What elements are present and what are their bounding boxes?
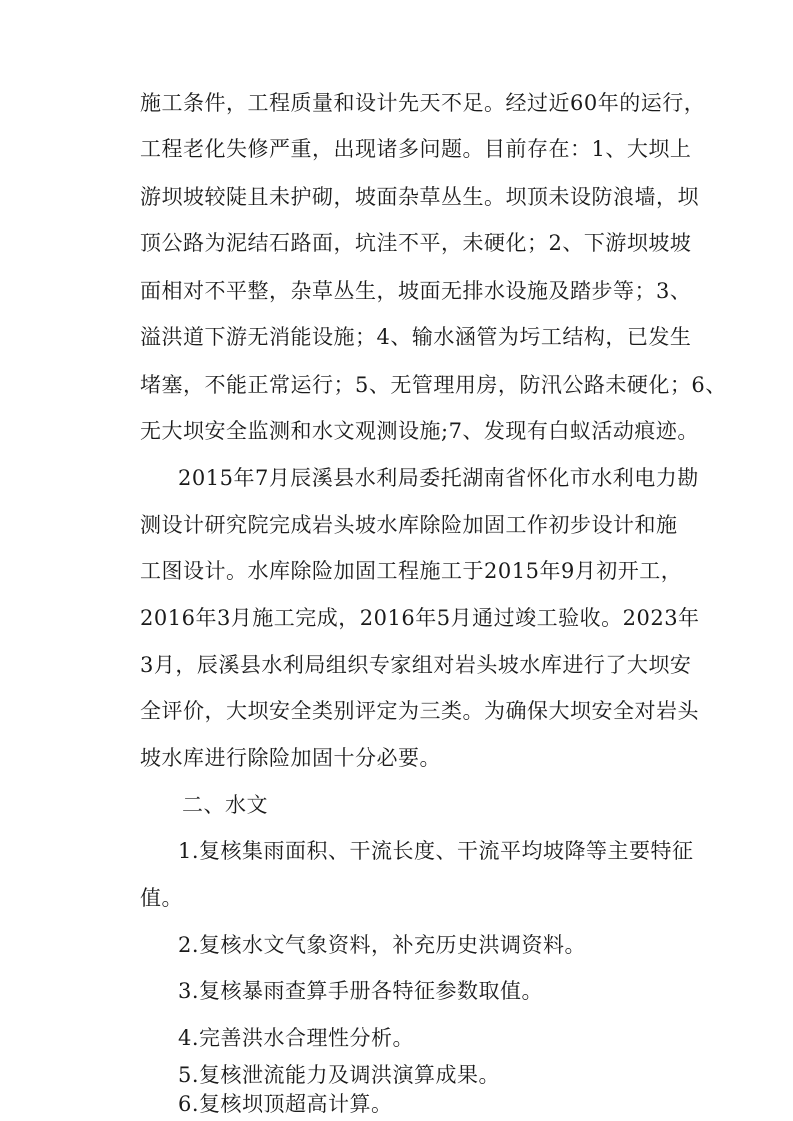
paragraph-1-line-3: 游坝坡较陡且未护砌，坡面杂草丛生。坝顶未设防浪墙，坝 [140,185,699,209]
paragraph-2-line-4: 2016年3月施工完成，2016年5月通过竣工验收。2023年 [140,606,700,630]
item-5: 5.复核泄流能力及调洪演算成果。 [178,1063,501,1087]
paragraph-1-line-1: 施工条件，工程质量和设计先天不足。经过近60年的运行， [140,91,706,115]
item-1-line-1: 1.复核集雨面积、干流长度、干流平均坡降等主要特征 [178,839,694,863]
paragraph-2-line-1: 2015年7月辰溪县水利局委托湖南省怀化市水利电力勘 [178,466,699,490]
paragraph-2-line-2: 测设计研究院完成岩头坡水库除险加固工作初步设计和施 [140,513,678,537]
paragraph-1-line-8: 无大坝安全监测和水文观测设施;7、发现有白蚁活动痕迹。 [140,419,699,443]
item-6: 6.复核坝顶超高计算。 [178,1092,393,1116]
paragraph-1-line-4: 顶公路为泥结石路面，坑洼不平，未硬化；2、下游坝坡坡 [140,231,692,255]
paragraph-1-line-6: 溢洪道下游无消能设施；4、输水涵管为圬工结构，已发生 [140,325,692,349]
section-heading: 二、水文 [182,793,268,817]
item-3: 3.复核暴雨查算手册各特征参数取值。 [178,979,544,1003]
item-4: 4.完善洪水合理性分析。 [178,1026,415,1050]
paragraph-2-line-5: 3月，辰溪县水利局组织专家组对岩头坡水库进行了大坝安 [140,653,692,677]
paragraph-2-line-3: 工图设计。水库除险加固工程施工于2015年9月初开工， [140,559,683,583]
paragraph-2-line-6: 全评价，大坝安全类别评定为三类。为确保大坝安全对岩头 [140,699,699,723]
paragraph-2-line-7: 坡水库进行除险加固十分必要。 [140,746,441,770]
paragraph-1-line-5: 面相对不平整，杂草丛生，坡面无排水设施及踏步等；3、 [140,279,692,303]
item-2: 2.复核水文气象资料，补充历史洪调资料。 [178,933,587,957]
paragraph-1-line-2: 工程老化失修严重，出现诸多问题。目前存在：1、大坝上 [140,137,692,161]
item-1-line-2: 值。 [140,886,183,910]
paragraph-1-line-7: 堵塞，不能正常运行；5、无管理用房，防汛公路未硬化；6、 [140,373,727,397]
